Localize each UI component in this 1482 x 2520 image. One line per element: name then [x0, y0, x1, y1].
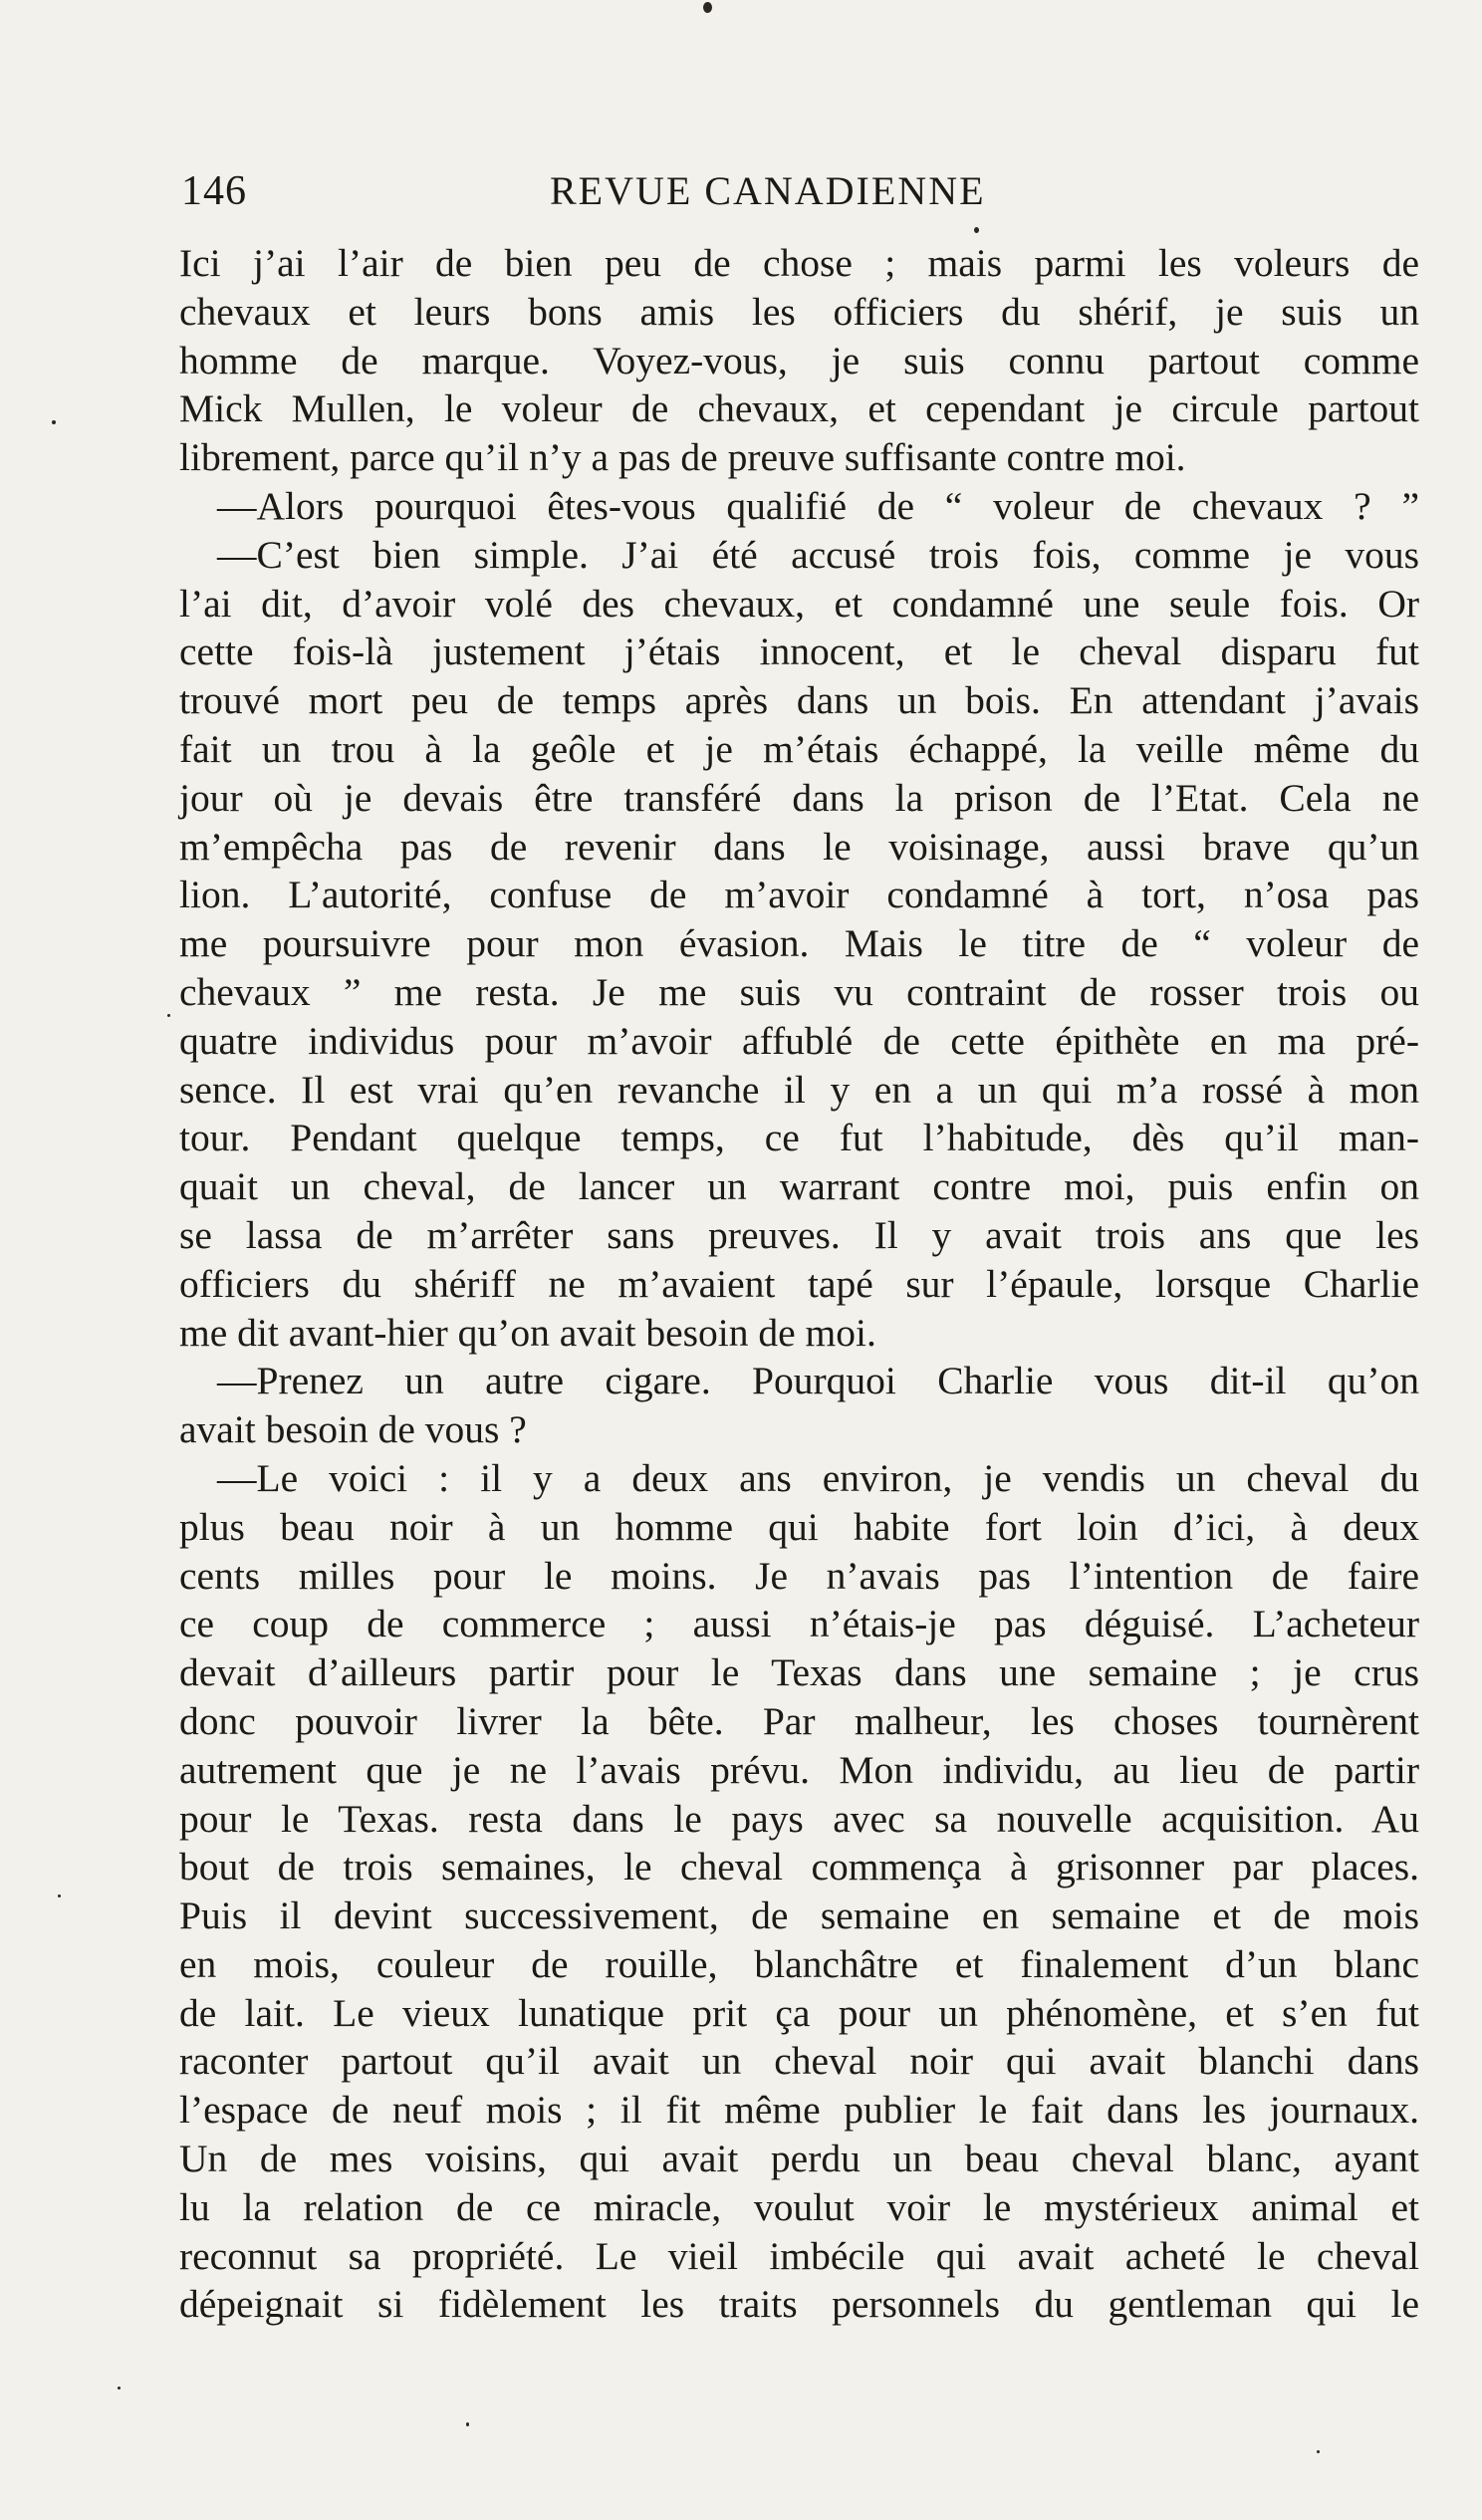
text-line: me dit avant-hier qu’on avait besoin de moi.	[179, 1310, 876, 1355]
print-speck	[703, 2, 712, 13]
text-line: devait d’ailleurs partir pour le Texas dans une semaine ; je crus	[179, 1650, 1419, 1695]
body-text	[179, 239, 1419, 2329]
running-title: REVUE CANADIENNE	[550, 168, 986, 213]
print-speck	[167, 1014, 170, 1017]
text-line: lu la relation de ce miracle, voulut voir le mystérieux animal et	[179, 2184, 1419, 2229]
text-line: Puis il devint successivement, de semaine en semaine et de mois	[179, 1893, 1419, 1938]
print-speck	[1317, 2450, 1320, 2453]
text-line: l’ai dit, d’avoir volé des chevaux, et condamné une seule fois. Or	[179, 581, 1419, 626]
text-line: bout de trois semaines, le cheval commença à grisonner par places.	[179, 1845, 1419, 1890]
text-line: sence. Il est vrai qu’en revanche il y en a un qui m’a rossé à mon	[179, 1067, 1419, 1112]
text-line: quatre individus pour m’avoir affublé de cette épithète en ma pré-	[179, 1018, 1419, 1063]
text-line: Mick Mullen, le voleur de chevaux, et cependant je circule partout	[179, 386, 1419, 431]
text-line: trouvé mort peu de temps après dans un bois. En attendant j’avais	[179, 678, 1419, 723]
text-line: —Le voici : il y a deux ans environ, je vendis un cheval du	[217, 1455, 1419, 1500]
print-speck	[974, 227, 979, 233]
print-speck	[118, 2387, 121, 2390]
text-line: se lassa de m’arrêter sans preuves. Il y avait trois ans que les	[179, 1212, 1419, 1257]
text-line: lion. L’autorité, confuse de m’avoir condamné à tort, n’osa pas	[179, 873, 1419, 917]
text-line: officiers du shériff ne m’avaient tapé sur l’épaule, lorsque Charlie	[179, 1261, 1419, 1306]
page-number: 146	[181, 168, 247, 214]
text-line: cette fois-là justement j’étais innocent, et le cheval disparu fut	[179, 630, 1419, 674]
text-line: chevaux ” me resta. Je me suis vu contraint de rosser trois ou	[179, 969, 1419, 1014]
text-line: Un de mes voisins, qui avait perdu un beau cheval blanc, ayant	[179, 2137, 1419, 2181]
text-line: cents milles pour le moins. Je n’avais pas l’intention de faire	[179, 1553, 1419, 1598]
print-speck	[58, 1894, 61, 1897]
print-speck	[466, 2422, 469, 2426]
text-line: me poursuivre pour mon évasion. Mais le titre de “ voleur de	[179, 921, 1419, 966]
text-line: avait besoin de vous ?	[179, 1407, 527, 1452]
print-speck	[52, 420, 56, 424]
text-line: donc pouvoir livrer la bête. Par malheur, les choses tournèrent	[179, 1698, 1419, 1743]
text-line: en mois, couleur de rouille, blanchâtre et finalement d’un blanc	[179, 1941, 1419, 1986]
text-line: homme de marque. Voyez-vous, je suis connu partout comme	[179, 338, 1419, 382]
text-line: l’espace de neuf mois ; il fit même publier le fait dans les journaux.	[179, 2088, 1419, 2133]
text-line: Ici j’ai l’air de bien peu de chose ; mais parmi les voleurs de	[179, 241, 1419, 285]
text-line: autrement que je ne l’avais prévu. Mon individu, au lieu de partir	[179, 1747, 1419, 1792]
text-line: chevaux et leurs bons amis les officiers du shérif, je suis un	[179, 289, 1419, 334]
text-line: pour le Texas. resta dans le pays avec sa nouvelle acquisition. Au	[179, 1796, 1419, 1841]
text-line: de lait. Le vieux lunatique prit ça pour un phénomène, et s’en fut	[179, 1990, 1419, 2035]
text-line: quait un cheval, de lancer un warrant contre moi, puis enfin on	[179, 1164, 1419, 1209]
text-line: plus beau noir à un homme qui habite fort loin d’ici, à deux	[179, 1504, 1419, 1549]
text-line: —Prenez un autre cigare. Pourquoi Charlie vous dit-il qu’on	[217, 1359, 1419, 1403]
text-line: ce coup de commerce ; aussi n’étais-je pas déguisé. L’acheteur	[179, 1602, 1419, 1646]
text-line: tour. Pendant quelque temps, ce fut l’habitude, dès qu’il man-	[179, 1116, 1419, 1160]
text-line: librement, parce qu’il n’y a pas de preuve suffisante contre moi.	[179, 435, 1186, 480]
text-line: reconnut sa propriété. Le vieil imbécile qui avait acheté le cheval	[179, 2233, 1419, 2278]
text-line: jour où je devais être transféré dans la prison de l’Etat. Cela ne	[179, 775, 1419, 820]
text-line: m’empêcha pas de revenir dans le voisinage, aussi brave qu’un	[179, 824, 1419, 869]
text-line: dépeignait si fidèlement les traits personnels du gentleman qui le	[179, 2282, 1419, 2327]
text-line: raconter partout qu’il avait un cheval noir qui avait blanchi dans	[179, 2039, 1419, 2084]
text-line: —Alors pourquoi êtes-vous qualifié de “ voleur de chevaux ? ”	[217, 483, 1419, 528]
page-header	[181, 167, 1376, 227]
text-line: fait un trou à la geôle et je m’étais échappé, la veille même du	[179, 726, 1419, 771]
text-line: —C’est bien simple. J’ai été accusé trois fois, comme je vous	[217, 532, 1419, 577]
